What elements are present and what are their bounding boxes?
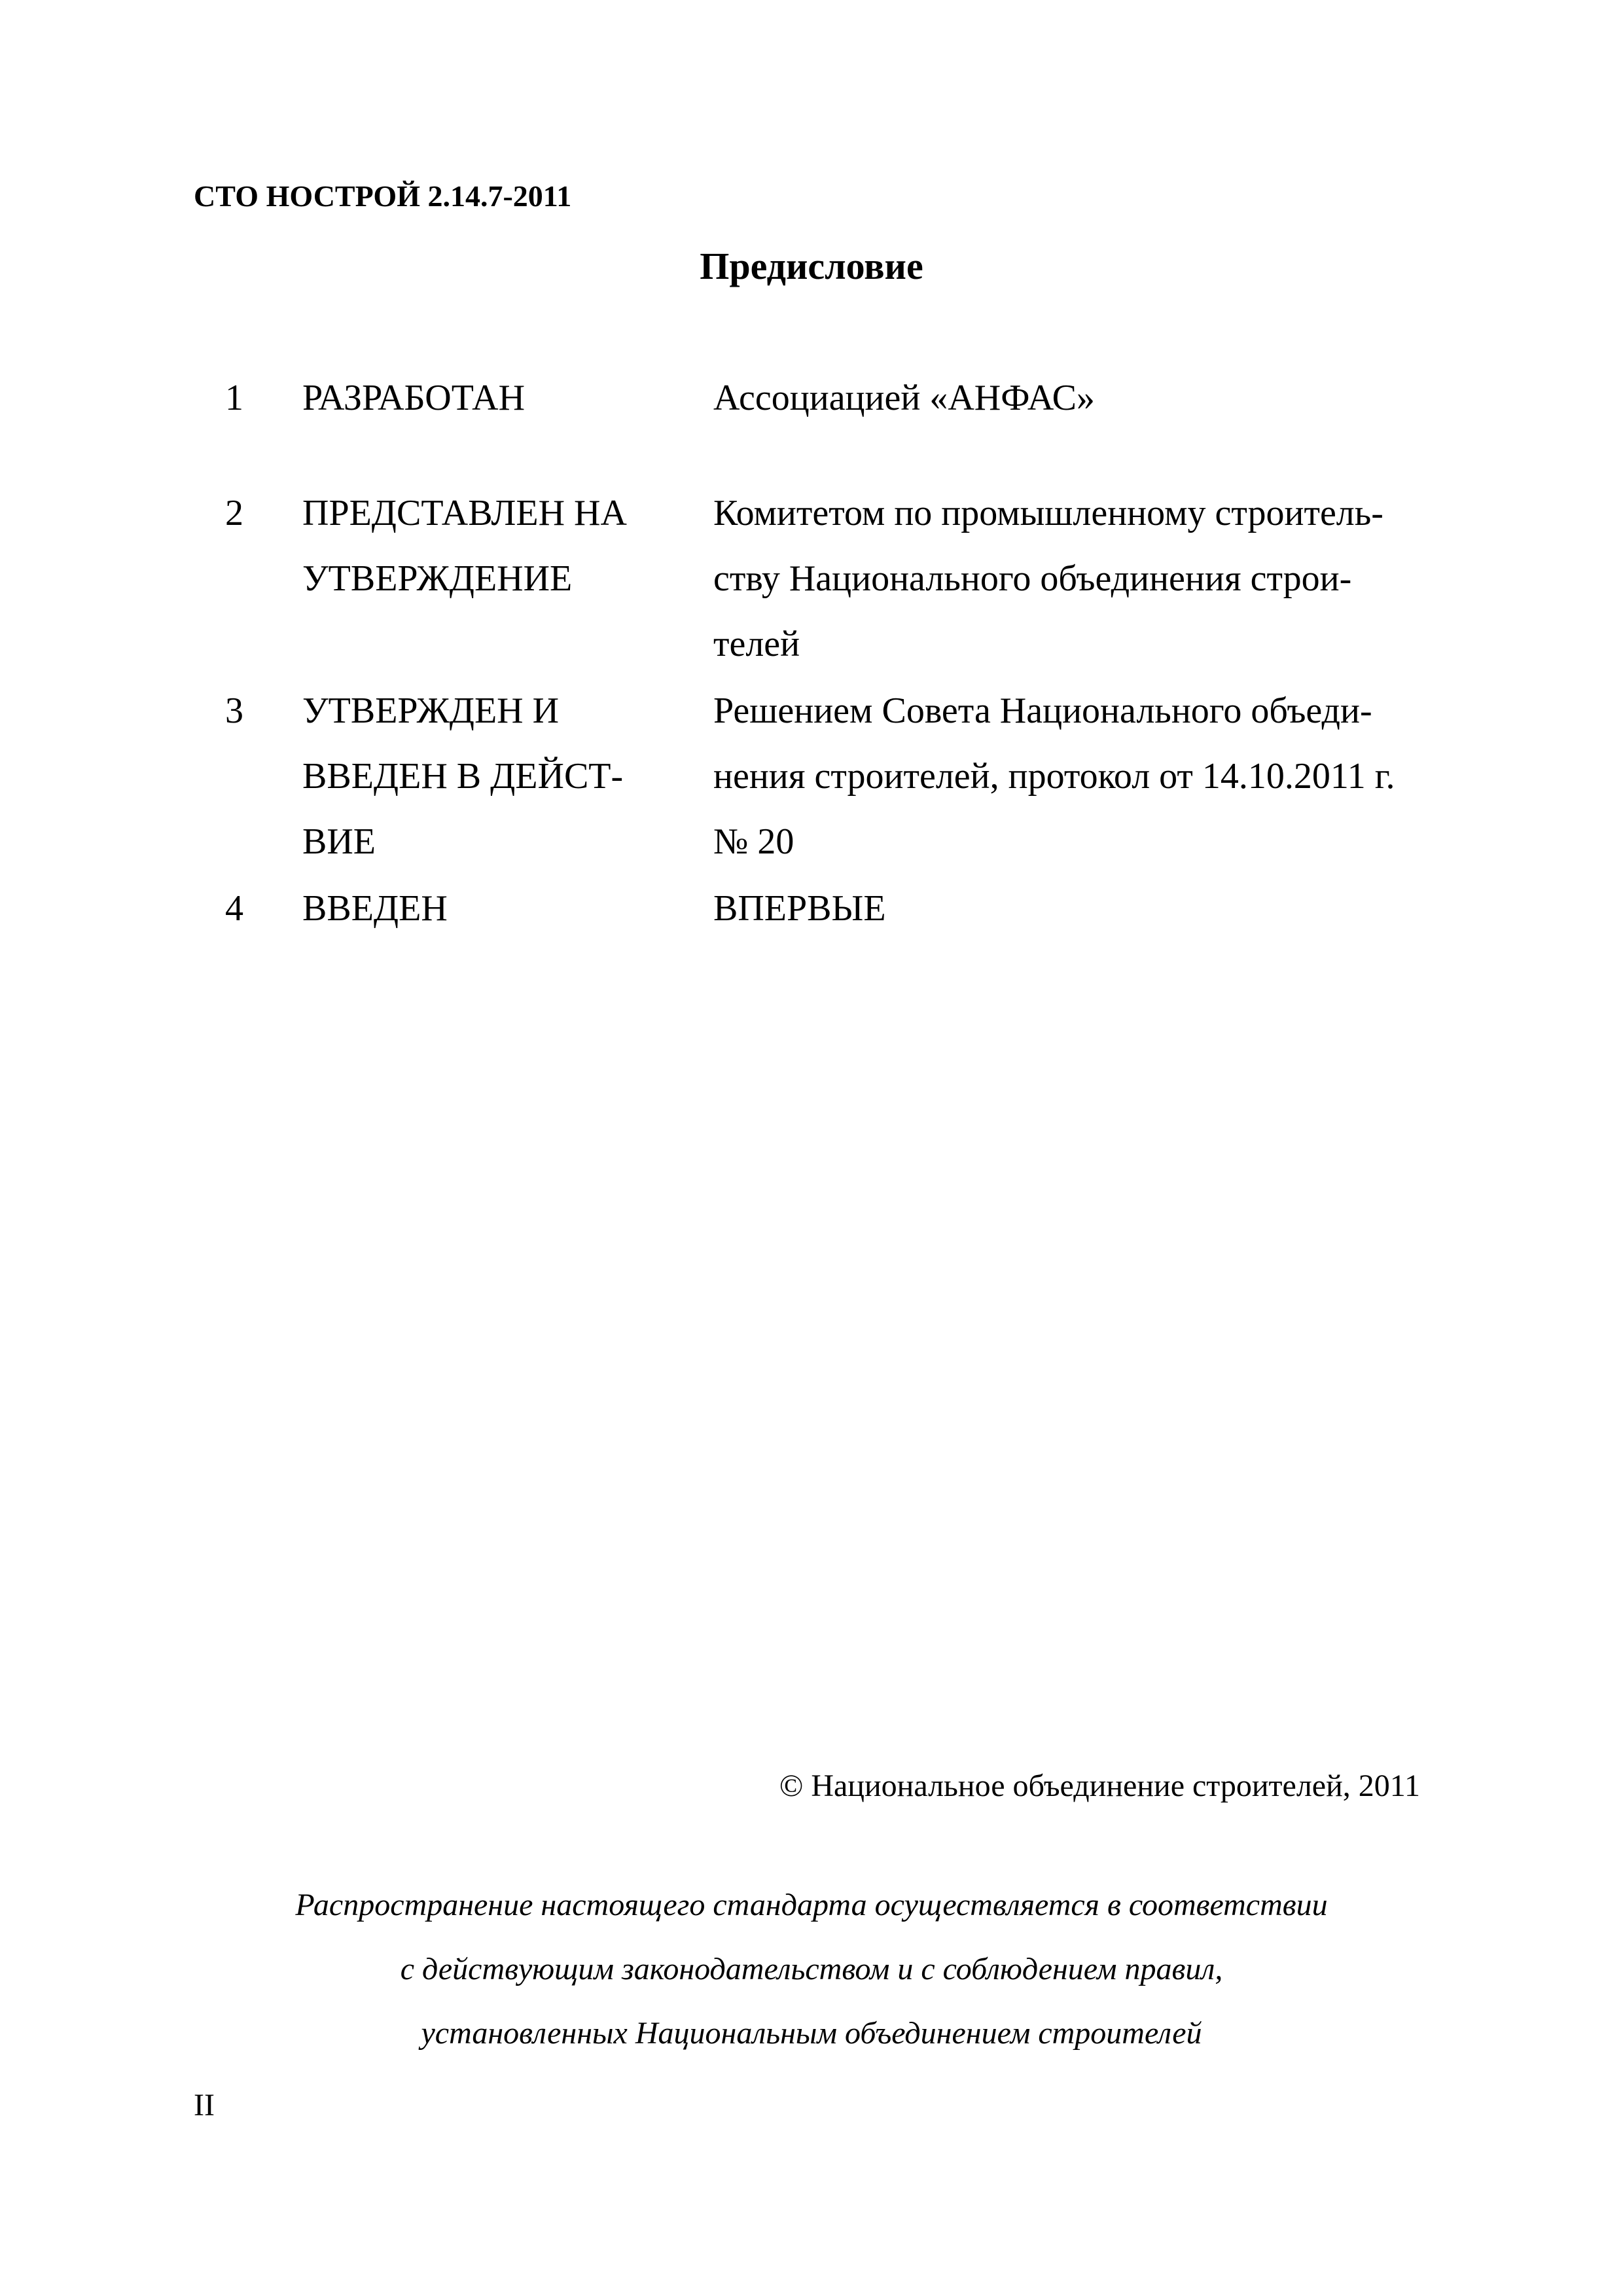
item-number: 4 [225,888,243,929]
item-number: 3 [225,691,243,731]
notice-line: Распространение настоящего стандарта осуществляется в соответствии [295,1888,1328,1922]
item-label-line: РАЗРАБОТАН [302,378,526,418]
notice-line: с действующим законодательством и с соблюдением правил, [400,1952,1223,1986]
copyright-notice: © Национальное объединение строителей, 2011 [779,1768,1420,1803]
item-text [713,876,1446,941]
item-label-line: УТВЕРЖДЕН И [302,691,560,731]
item-label [302,480,669,611]
item-number: 1 [225,378,243,418]
item-text [713,678,1446,874]
item-label-line: ВВЕДЕН [302,888,448,929]
item-text-line: ству Национального объединения строи- [713,558,1352,599]
document-code: СТО НОСТРОЙ 2.14.7-2011 [194,179,572,213]
page-number: II [194,2088,215,2123]
item-text-line: нения строителей, протокол от 14.10.2011 г. [713,756,1395,797]
notice-line: установленных Национальным объединением строителей [421,2016,1202,2051]
item-label-line: УТВЕРЖДЕНИЕ [302,558,573,599]
item-label-line: ВВЕДЕН В ДЕЙСТ- [302,756,624,797]
item-text-line: № 20 [713,821,794,862]
item-text-line: ВПЕРВЫЕ [713,888,886,929]
item-number: 2 [225,493,243,533]
item-text [713,365,1446,431]
page-title: Предисловие [700,245,923,287]
item-label [302,678,669,874]
item-text-line: телей [713,624,800,664]
item-text [713,480,1446,677]
distribution-notice [0,1873,1623,2066]
item-text-line: Решением Совета Национального объеди- [713,691,1372,731]
item-text-line: Комитетом по промышленному строитель- [713,493,1383,533]
item-text-line: Ассоциацией «АНФАС» [713,378,1095,418]
item-label-line: ПРЕДСТАВЛЕН НА [302,493,627,533]
item-label [302,876,669,941]
item-label [302,365,669,431]
item-label-line: ВИЕ [302,821,376,862]
